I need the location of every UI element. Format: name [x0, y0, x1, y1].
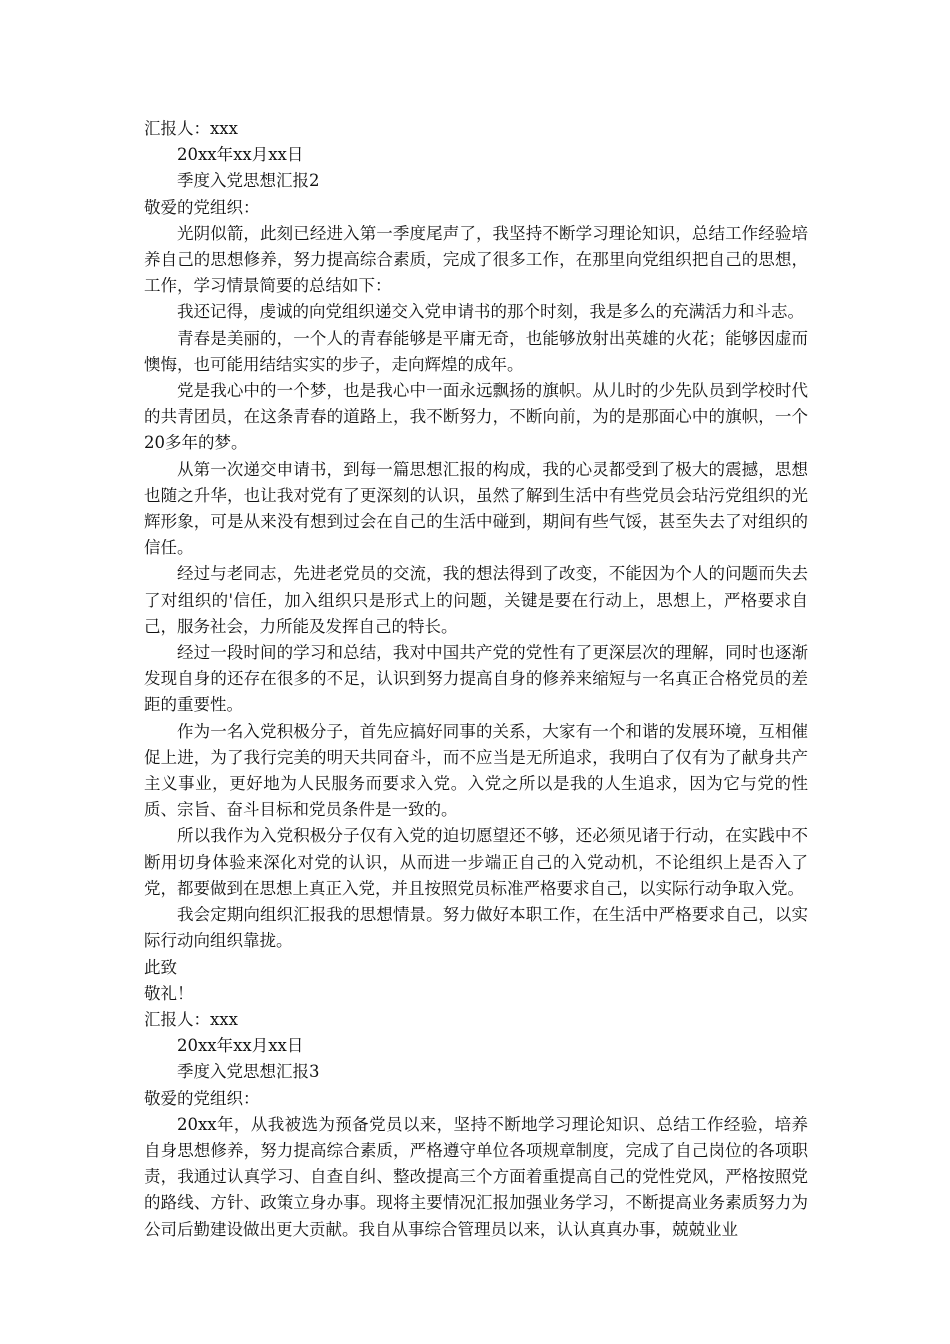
- body-paragraph: 我还记得，虔诚的向党组织递交入党申请书的那个时刻，我是多么的充满活力和斗志。: [177, 302, 804, 322]
- body-paragraph: 20xx年，从我被选为预备党员以来，坚持不断地学习理论知识、总结工作经验，培养自身思想修养，努力提高综合素质，严格遵守单位各项规章制度，完成了自己岗位的各项职责，我通过认真学习、自查自纠、整改提高三个方面着重提高自己的党性党风，严格按照党的路线、方针、政策立身办事。现将主要情况汇报加强业务学习，不断提高业务素质努力为公司后勤建设做出更大贡献。我自从事综合管理员以来，认认真真办事，兢兢业业: [144, 1114, 808, 1239]
- body-paragraph: 青春是美丽的，一个人的青春能够是平庸无奇，也能够放射出英雄的火花；能够因虚而懊悔，也可能用结结实实的步子，走向辉煌的成年。: [144, 328, 808, 374]
- salutation: 敬爱的党组织：: [144, 1088, 260, 1108]
- body-paragraph: 光阴似箭，此刻已经进入第一季度尾声了，我坚持不断学习理论知识，总结工作经验培养自己的思想修养，努力提高综合素质，完成了很多工作，在那里向党组织把自己的思想，工作，学习情景简要的总结如下：: [144, 223, 808, 296]
- body-paragraph: 党是我心中的一个梦，也是我心中一面永远飘扬的旗帜。从儿时的少先队员到学校时代的共青团员，在这条青春的道路上，我不断努力，不断向前，为的是那面心中的旗帜，一个20多年的梦。: [144, 381, 808, 453]
- closing-line: 此致: [144, 957, 177, 977]
- salutation: 敬爱的党组织：: [144, 197, 260, 217]
- section-title: 季度入党思想汇报2: [177, 171, 320, 191]
- document-body: [144, 116, 808, 1243]
- body-paragraph: 经过与老同志，先进老党员的交流，我的想法得到了改变，不能因为个人的问题而失去了对组织的'信任，加入组织只是形式上的问题，关键是要在行动上，思想上，严格要求自己，服务社会，力所能及发挥自己的特长。: [144, 564, 808, 636]
- body-paragraph: 所以我作为入党积极分子仅有入党的迫切愿望还不够，还必须见诸于行动，在实践中不断用切身体验来深化对党的认识，从而进一步端正自己的入党动机，不论组织上是否入了党，都要做到在思想上真正入党，并且按照党员标准严格要求自己，以实际行动争取入党。: [144, 826, 808, 898]
- body-paragraph: 从第一次递交申请书，到每一篇思想汇报的构成，我的心灵都受到了极大的震撼，思想也随之升华，也让我对党有了更深刻的认识，虽然了解到生活中有些党员会玷污党组织的光辉形象，可是从来没有想到过会在自己的生活中碰到，期间有些气馁，甚至失去了对组织的信任。: [144, 459, 808, 558]
- body-paragraph: 经过一段时间的学习和总结，我对中国共产党的党性有了更深层次的理解，同时也逐渐发现自身的还存在很多的不足，认识到努力提高自身的修养来缩短与一名真正合格党员的差距的重要性。: [144, 643, 808, 715]
- body-paragraph: 我会定期向组织汇报我的思想情景。努力做好本职工作，在生活中严格要求自己，以实际行动向组织靠拢。: [144, 905, 808, 951]
- section-title: 季度入党思想汇报3: [177, 1062, 320, 1082]
- reporter-line: 汇报人：xxx: [144, 119, 238, 138]
- date-line: 20xx年xx月xx日: [177, 145, 304, 165]
- date-line: 20xx年xx月xx日: [177, 1036, 304, 1056]
- reporter-line: 汇报人：xxx: [144, 1009, 238, 1029]
- closing-salute: 敬礼！: [144, 983, 194, 1003]
- body-paragraph: 作为一名入党积极分子，首先应搞好同事的关系，大家有一个和谐的发展环境，互相催促上进，为了我行完美的明天共同奋斗，而不应当是无所追求，我明白了仅有为了献身共产主义事业，更好地为人民服务而要求入党。入党之所以是我的人生追求，因为它与党的性质、宗旨、奋斗目标和党员条件是一致的。: [144, 721, 808, 820]
